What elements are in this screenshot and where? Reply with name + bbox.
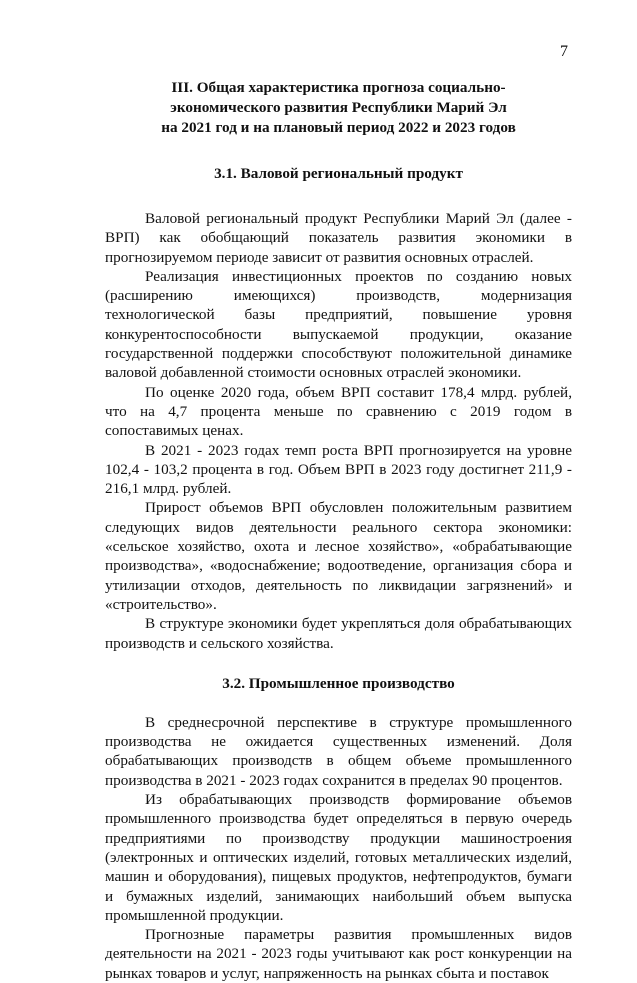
chapter-title-line: на 2021 год и на плановый период 2022 и 2023 годов	[161, 119, 516, 136]
paragraph: По оценке 2020 года, объем ВРП составит 178,4 млрд. рублей, что на 4,7 процента меньше по сравнению с 2019 годом в сопоставимых ценах.	[105, 383, 572, 440]
chapter-title	[105, 78, 572, 138]
page-number: 7	[560, 43, 568, 60]
paragraph: В 2021 - 2023 годах темп роста ВРП прогнозируется на уровне 102,4 - 103,2 процента в год. Объем ВРП в 2023 году достигнет 211,9 - 216,1 млрд. рублей.	[105, 441, 572, 498]
paragraph: Из обрабатывающих производств формирование объемов промышленного производства будет определяться в первую очередь предприятиями по производству продукции машиностроения (электронных и оптических изделий, готовых металлических изделий, машин и оборудования), пищевых продуктов, нефтепродуктов, бумаги и бумажных изделий, занимающих наибольший объем выпуска промышленной продукции.	[105, 791, 572, 924]
chapter-title-line: экономического развития Республики Марий Эл	[170, 99, 507, 116]
chapter-title-line: III. Общая характеристика прогноза социально-	[171, 79, 506, 96]
paragraph: Реализация инвестиционных проектов по созданию новых (расширению имеющихся) производств, модернизация технологической базы предприятий, повышение уровня конкурентоспособности выпускаемой продукции, оказание государственной поддержки способствуют положительной динамике валовой добавленной стоимости основных отраслей экономики.	[105, 267, 572, 382]
paragraph: Прирост объемов ВРП обусловлен положительным развитием следующих видов деятельности реального сектора экономики: «сельское хозяйство, охота и лесное хозяйство», «обрабатывающие производства», «водоснабжение; водоотведение, организация сбора и утилизации отходов, деятельность по ликвидации загрязнений» и «строительство».	[105, 499, 572, 613]
section-title-industrial-production: 3.2. Промышленное производство	[222, 674, 455, 692]
paragraph: В структуре экономики будет укрепляться доля обрабатывающих производств и сельского хозяйства.	[105, 615, 572, 652]
paragraph: В среднесрочной перспективе в структуре промышленного производства не ожидается существенных изменений. Доля обрабатывающих производств в общем объеме промышленного производства в 2021 - 2023 годах сохранится в пределах 90 процентов.	[105, 713, 572, 789]
paragraph: Прогнозные параметры развития промышленных видов деятельности на 2021 - 2023 годы учитывают как рост конкуренции на рынках товаров и услуг, напряженность на рынках сбыта и поставок	[105, 926, 572, 982]
paragraph: Валовой региональный продукт Республики Марий Эл (далее - ВРП) как обобщающий показатель развития экономики в прогнозируемом периоде зависит от развития основных отраслей.	[105, 210, 572, 266]
section-title-gross-regional-product: 3.1. Валовой региональный продукт	[214, 165, 463, 182]
document-body	[105, 78, 572, 983]
